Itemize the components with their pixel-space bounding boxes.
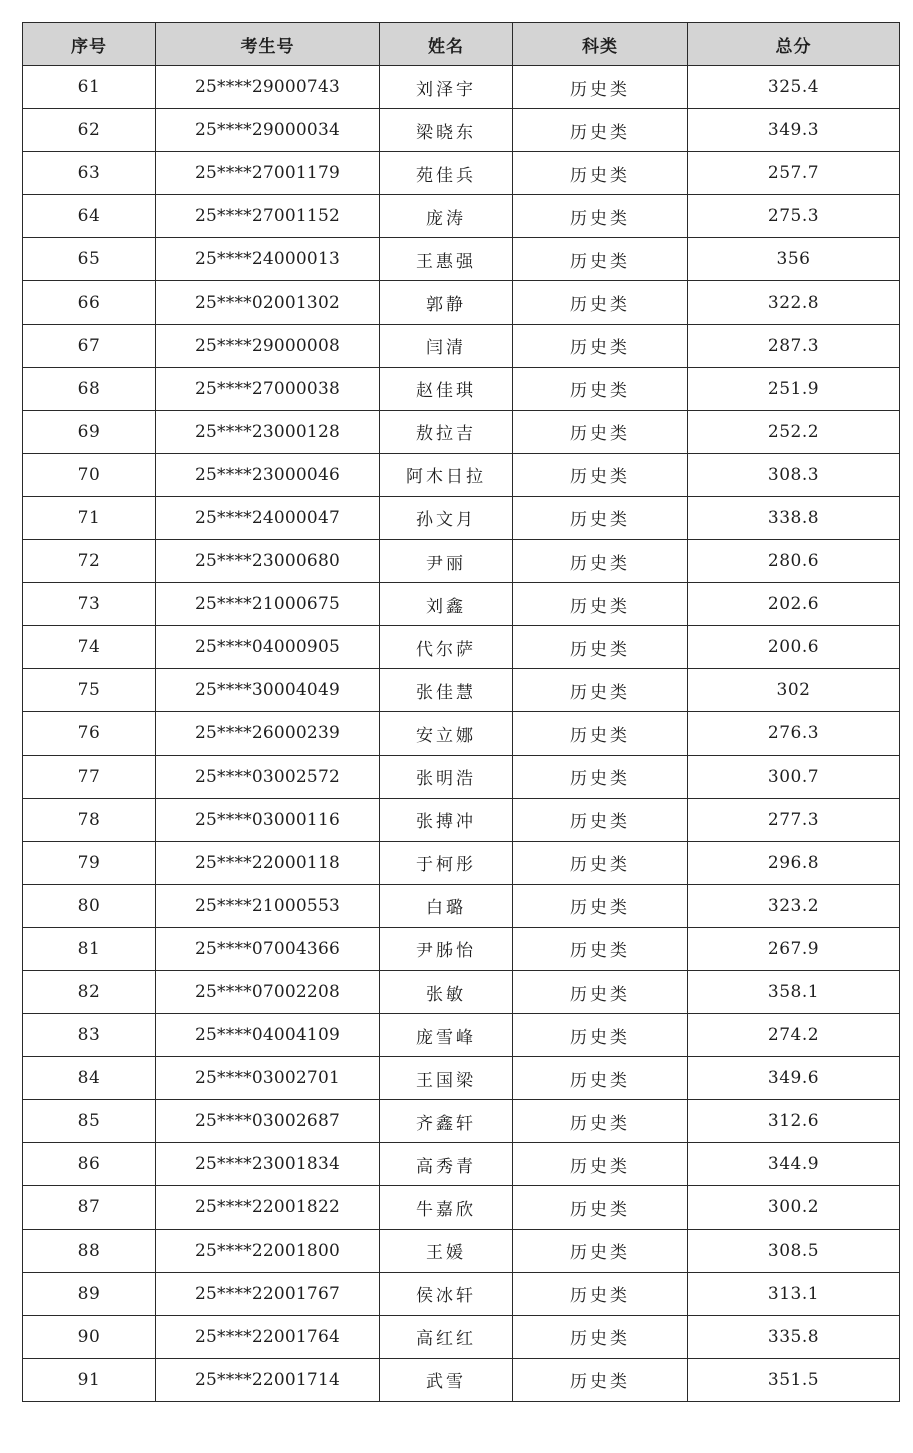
cell-exam-id: 25****03002701 xyxy=(156,1057,380,1100)
cell-seq: 62 xyxy=(23,109,156,152)
cell-name: 高红红 xyxy=(380,1315,513,1358)
cell-total: 308.5 xyxy=(688,1229,900,1272)
table-row xyxy=(23,66,900,109)
cell-seq: 85 xyxy=(23,1100,156,1143)
cell-exam-id: 25****29000008 xyxy=(156,324,380,367)
cell-name: 高秀青 xyxy=(380,1143,513,1186)
cell-name: 张敏 xyxy=(380,970,513,1013)
cell-exam-id: 25****04000905 xyxy=(156,626,380,669)
table-row xyxy=(23,152,900,195)
cell-name: 代尔萨 xyxy=(380,626,513,669)
cell-seq: 73 xyxy=(23,583,156,626)
cell-category: 历史类 xyxy=(513,1186,688,1229)
cell-category: 历史类 xyxy=(513,1272,688,1315)
cell-total: 267.9 xyxy=(688,927,900,970)
cell-exam-id: 25****29000743 xyxy=(156,66,380,109)
cell-name: 刘泽宇 xyxy=(380,66,513,109)
header-category: 科类 xyxy=(513,23,688,66)
table-row xyxy=(23,712,900,755)
cell-exam-id: 25****07004366 xyxy=(156,927,380,970)
cell-category: 历史类 xyxy=(513,712,688,755)
cell-seq: 78 xyxy=(23,798,156,841)
cell-exam-id: 25****22001714 xyxy=(156,1358,380,1401)
cell-name: 梁晓东 xyxy=(380,109,513,152)
cell-seq: 80 xyxy=(23,884,156,927)
cell-name: 于柯彤 xyxy=(380,841,513,884)
table-row xyxy=(23,453,900,496)
cell-total: 296.8 xyxy=(688,841,900,884)
cell-name: 张搏冲 xyxy=(380,798,513,841)
cell-total: 257.7 xyxy=(688,152,900,195)
cell-total: 308.3 xyxy=(688,453,900,496)
cell-total: 202.6 xyxy=(688,583,900,626)
cell-exam-id: 25****21000553 xyxy=(156,884,380,927)
cell-seq: 89 xyxy=(23,1272,156,1315)
cell-seq: 90 xyxy=(23,1315,156,1358)
cell-total: 325.4 xyxy=(688,66,900,109)
cell-seq: 67 xyxy=(23,324,156,367)
cell-category: 历史类 xyxy=(513,152,688,195)
table-row xyxy=(23,583,900,626)
table-row xyxy=(23,884,900,927)
score-table xyxy=(22,22,900,1402)
header-total: 总分 xyxy=(688,23,900,66)
cell-category: 历史类 xyxy=(513,238,688,281)
cell-total: 335.8 xyxy=(688,1315,900,1358)
cell-seq: 68 xyxy=(23,367,156,410)
cell-seq: 79 xyxy=(23,841,156,884)
cell-name: 阿木日拉 xyxy=(380,453,513,496)
cell-seq: 71 xyxy=(23,496,156,539)
table-row xyxy=(23,1057,900,1100)
cell-total: 312.6 xyxy=(688,1100,900,1143)
cell-exam-id: 25****03000116 xyxy=(156,798,380,841)
table-row xyxy=(23,195,900,238)
cell-total: 323.2 xyxy=(688,884,900,927)
cell-exam-id: 25****24000047 xyxy=(156,496,380,539)
cell-seq: 88 xyxy=(23,1229,156,1272)
cell-seq: 75 xyxy=(23,669,156,712)
table-row xyxy=(23,970,900,1013)
table-row xyxy=(23,367,900,410)
cell-total: 274.2 xyxy=(688,1014,900,1057)
cell-category: 历史类 xyxy=(513,583,688,626)
cell-seq: 82 xyxy=(23,970,156,1013)
cell-total: 300.7 xyxy=(688,755,900,798)
cell-exam-id: 25****02001302 xyxy=(156,281,380,324)
cell-seq: 77 xyxy=(23,755,156,798)
table-row xyxy=(23,669,900,712)
table-row xyxy=(23,1014,900,1057)
cell-total: 313.1 xyxy=(688,1272,900,1315)
cell-name: 白璐 xyxy=(380,884,513,927)
cell-name: 刘鑫 xyxy=(380,583,513,626)
table-row xyxy=(23,1358,900,1401)
cell-name: 张明浩 xyxy=(380,755,513,798)
cell-category: 历史类 xyxy=(513,1315,688,1358)
cell-total: 300.2 xyxy=(688,1186,900,1229)
cell-name: 闫清 xyxy=(380,324,513,367)
table-header xyxy=(23,23,900,66)
cell-exam-id: 25****04004109 xyxy=(156,1014,380,1057)
cell-seq: 66 xyxy=(23,281,156,324)
cell-category: 历史类 xyxy=(513,109,688,152)
cell-category: 历史类 xyxy=(513,755,688,798)
cell-name: 侯冰轩 xyxy=(380,1272,513,1315)
table-row xyxy=(23,626,900,669)
cell-total: 351.5 xyxy=(688,1358,900,1401)
cell-category: 历史类 xyxy=(513,540,688,583)
cell-name: 安立娜 xyxy=(380,712,513,755)
cell-category: 历史类 xyxy=(513,281,688,324)
cell-exam-id: 25****07002208 xyxy=(156,970,380,1013)
cell-total: 275.3 xyxy=(688,195,900,238)
cell-category: 历史类 xyxy=(513,410,688,453)
table-row xyxy=(23,927,900,970)
cell-category: 历史类 xyxy=(513,496,688,539)
cell-name: 张佳慧 xyxy=(380,669,513,712)
cell-seq: 69 xyxy=(23,410,156,453)
cell-name: 尹胏怡 xyxy=(380,927,513,970)
table-row xyxy=(23,1272,900,1315)
cell-total: 338.8 xyxy=(688,496,900,539)
cell-name: 齐鑫轩 xyxy=(380,1100,513,1143)
header-row xyxy=(23,23,900,66)
cell-exam-id: 25****22001767 xyxy=(156,1272,380,1315)
cell-exam-id: 25****22001800 xyxy=(156,1229,380,1272)
cell-category: 历史类 xyxy=(513,324,688,367)
cell-category: 历史类 xyxy=(513,367,688,410)
cell-category: 历史类 xyxy=(513,970,688,1013)
table-row xyxy=(23,755,900,798)
cell-total: 280.6 xyxy=(688,540,900,583)
cell-exam-id: 25****30004049 xyxy=(156,669,380,712)
cell-name: 牛嘉欣 xyxy=(380,1186,513,1229)
cell-exam-id: 25****27000038 xyxy=(156,367,380,410)
cell-exam-id: 25****23000680 xyxy=(156,540,380,583)
cell-seq: 84 xyxy=(23,1057,156,1100)
table-row xyxy=(23,798,900,841)
cell-name: 孙文月 xyxy=(380,496,513,539)
cell-seq: 65 xyxy=(23,238,156,281)
cell-total: 349.6 xyxy=(688,1057,900,1100)
cell-exam-id: 25****29000034 xyxy=(156,109,380,152)
table-row xyxy=(23,1229,900,1272)
cell-category: 历史类 xyxy=(513,66,688,109)
cell-exam-id: 25****27001152 xyxy=(156,195,380,238)
cell-name: 郭静 xyxy=(380,281,513,324)
cell-total: 276.3 xyxy=(688,712,900,755)
cell-exam-id: 25****23000046 xyxy=(156,453,380,496)
cell-name: 敖拉吉 xyxy=(380,410,513,453)
cell-seq: 72 xyxy=(23,540,156,583)
cell-exam-id: 25****03002572 xyxy=(156,755,380,798)
cell-category: 历史类 xyxy=(513,1229,688,1272)
cell-total: 252.2 xyxy=(688,410,900,453)
cell-category: 历史类 xyxy=(513,927,688,970)
cell-exam-id: 25****24000013 xyxy=(156,238,380,281)
cell-seq: 63 xyxy=(23,152,156,195)
cell-category: 历史类 xyxy=(513,1358,688,1401)
cell-total: 287.3 xyxy=(688,324,900,367)
cell-category: 历史类 xyxy=(513,884,688,927)
cell-name: 赵佳琪 xyxy=(380,367,513,410)
cell-name: 王惠强 xyxy=(380,238,513,281)
cell-seq: 70 xyxy=(23,453,156,496)
cell-seq: 91 xyxy=(23,1358,156,1401)
cell-name: 庞涛 xyxy=(380,195,513,238)
table-row xyxy=(23,281,900,324)
table-row xyxy=(23,1100,900,1143)
cell-total: 358.1 xyxy=(688,970,900,1013)
cell-category: 历史类 xyxy=(513,841,688,884)
cell-exam-id: 25****03002687 xyxy=(156,1100,380,1143)
cell-category: 历史类 xyxy=(513,1100,688,1143)
cell-category: 历史类 xyxy=(513,798,688,841)
table-row xyxy=(23,109,900,152)
cell-seq: 87 xyxy=(23,1186,156,1229)
cell-exam-id: 25****21000675 xyxy=(156,583,380,626)
table-row xyxy=(23,324,900,367)
cell-name: 苑佳兵 xyxy=(380,152,513,195)
cell-total: 322.8 xyxy=(688,281,900,324)
cell-category: 历史类 xyxy=(513,1014,688,1057)
table-row xyxy=(23,496,900,539)
table-row xyxy=(23,410,900,453)
cell-category: 历史类 xyxy=(513,1143,688,1186)
cell-seq: 83 xyxy=(23,1014,156,1057)
cell-exam-id: 25****26000239 xyxy=(156,712,380,755)
cell-name: 王国梁 xyxy=(380,1057,513,1100)
cell-seq: 61 xyxy=(23,66,156,109)
table-row xyxy=(23,1186,900,1229)
table-body xyxy=(23,66,900,1402)
header-seq: 序号 xyxy=(23,23,156,66)
cell-exam-id: 25****22000118 xyxy=(156,841,380,884)
table-row xyxy=(23,1315,900,1358)
cell-seq: 81 xyxy=(23,927,156,970)
table-row xyxy=(23,841,900,884)
cell-name: 庞雪峰 xyxy=(380,1014,513,1057)
cell-total: 344.9 xyxy=(688,1143,900,1186)
cell-category: 历史类 xyxy=(513,1057,688,1100)
cell-seq: 64 xyxy=(23,195,156,238)
cell-seq: 86 xyxy=(23,1143,156,1186)
cell-category: 历史类 xyxy=(513,195,688,238)
table-row xyxy=(23,1143,900,1186)
table-row xyxy=(23,238,900,281)
cell-category: 历史类 xyxy=(513,453,688,496)
header-exam-id: 考生号 xyxy=(156,23,380,66)
cell-seq: 76 xyxy=(23,712,156,755)
cell-total: 302 xyxy=(688,669,900,712)
cell-total: 349.3 xyxy=(688,109,900,152)
cell-exam-id: 25****22001822 xyxy=(156,1186,380,1229)
cell-exam-id: 25****23001834 xyxy=(156,1143,380,1186)
cell-total: 277.3 xyxy=(688,798,900,841)
cell-category: 历史类 xyxy=(513,626,688,669)
cell-seq: 74 xyxy=(23,626,156,669)
cell-name: 尹丽 xyxy=(380,540,513,583)
cell-total: 356 xyxy=(688,238,900,281)
score-table-container xyxy=(22,22,899,1402)
cell-name: 武雪 xyxy=(380,1358,513,1401)
cell-name: 王媛 xyxy=(380,1229,513,1272)
cell-exam-id: 25****22001764 xyxy=(156,1315,380,1358)
table-row xyxy=(23,540,900,583)
header-name: 姓名 xyxy=(380,23,513,66)
cell-total: 200.6 xyxy=(688,626,900,669)
cell-exam-id: 25****23000128 xyxy=(156,410,380,453)
cell-exam-id: 25****27001179 xyxy=(156,152,380,195)
cell-category: 历史类 xyxy=(513,669,688,712)
cell-total: 251.9 xyxy=(688,367,900,410)
